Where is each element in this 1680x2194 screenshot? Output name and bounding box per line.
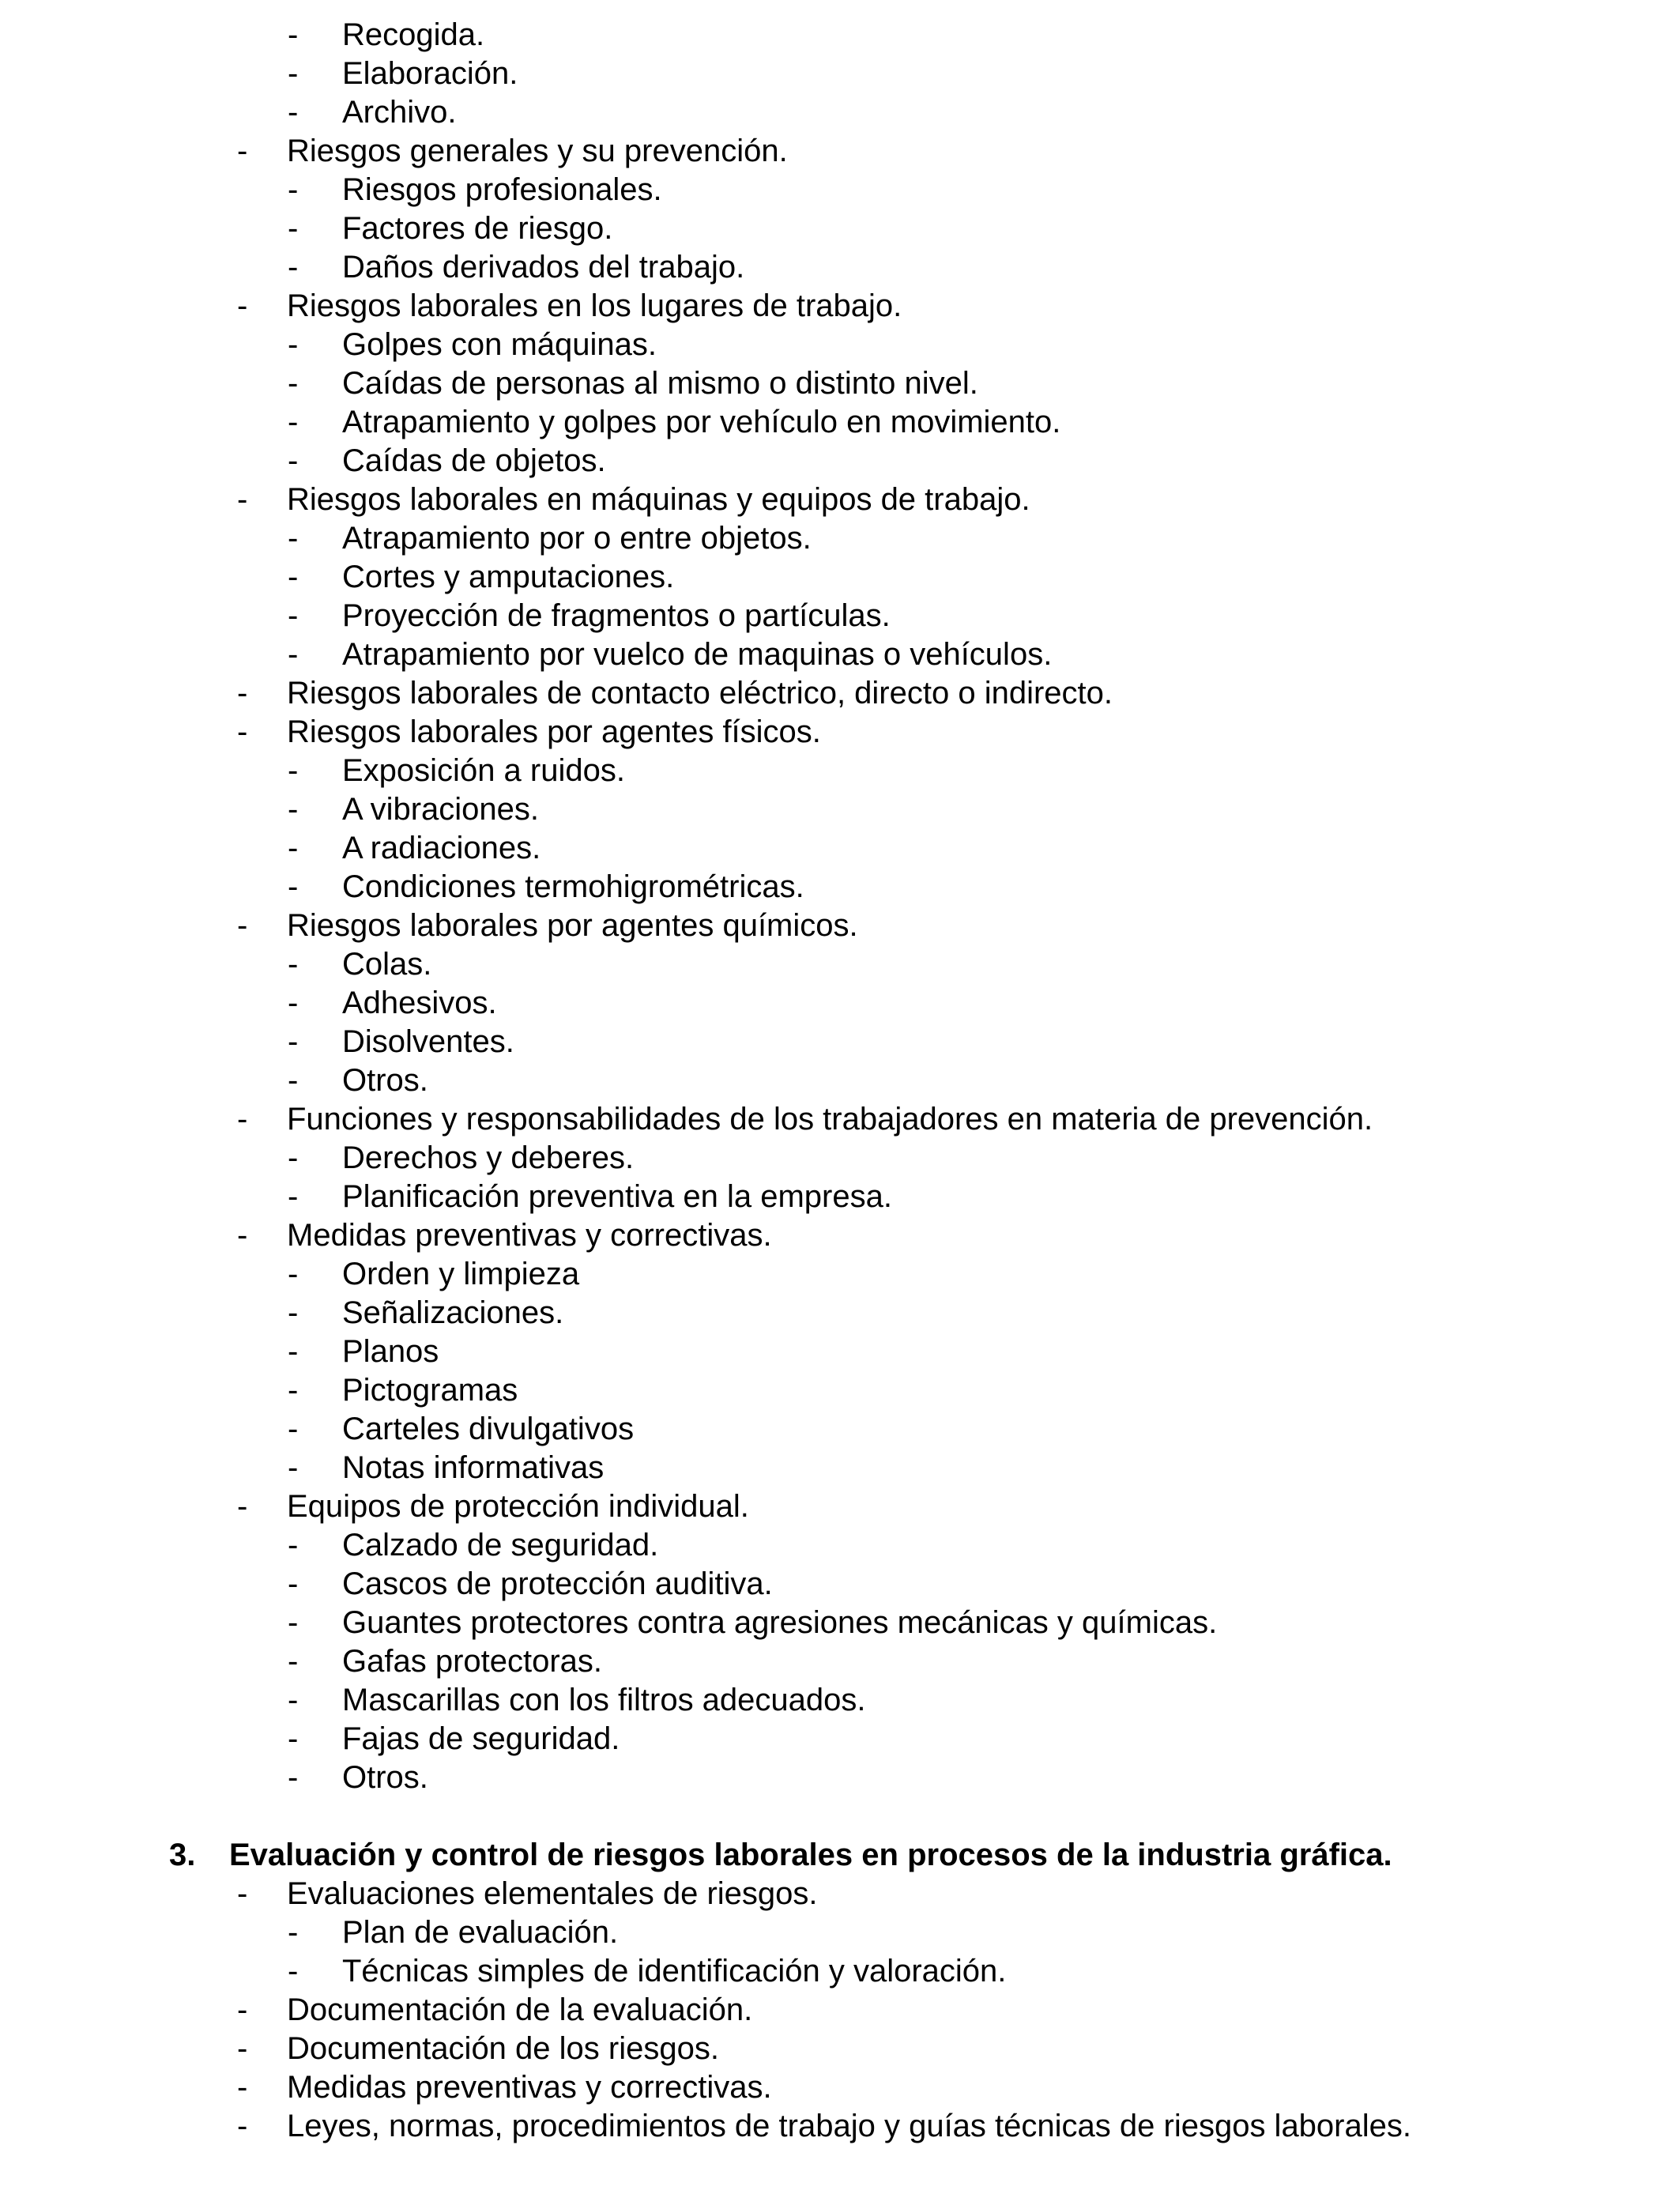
item-text: Carteles divulgativos bbox=[342, 1412, 635, 1446]
bullet-dash: - bbox=[288, 95, 299, 130]
sub-list-item bbox=[0, 1178, 1680, 1216]
item-text: Factores de riesgo. bbox=[342, 211, 613, 246]
sub-list-item bbox=[0, 1913, 1680, 1952]
sub-list-item bbox=[0, 752, 1680, 790]
sub-list-item bbox=[0, 1061, 1680, 1100]
item-text: Cortes y amputaciones. bbox=[342, 560, 675, 594]
bullet-dash: - bbox=[237, 134, 248, 168]
bullet-dash: - bbox=[237, 908, 248, 943]
item-text: Derechos y deberes. bbox=[342, 1140, 635, 1175]
bullet-dash: - bbox=[288, 172, 299, 207]
bullet-dash: - bbox=[288, 521, 299, 556]
sub-list-item bbox=[0, 171, 1680, 209]
bullet-dash: - bbox=[237, 482, 248, 517]
bullet-dash: - bbox=[237, 1218, 248, 1253]
item-text: Riesgos laborales en los lugares de trabajo. bbox=[287, 288, 902, 323]
bullet-dash: - bbox=[237, 2109, 248, 2143]
list-item bbox=[0, 2030, 1680, 2068]
sub-list-item bbox=[0, 868, 1680, 907]
list-item bbox=[0, 1487, 1680, 1526]
sub-list-item bbox=[0, 1294, 1680, 1333]
item-text: Adhesivos. bbox=[342, 986, 497, 1020]
item-text: Documentación de los riesgos. bbox=[287, 2031, 719, 2066]
bullet-dash: - bbox=[288, 1063, 299, 1098]
sub-list-item bbox=[0, 1333, 1680, 1371]
bullet-dash: - bbox=[288, 1954, 299, 1989]
bullet-dash: - bbox=[288, 1257, 299, 1291]
item-text: Riesgos laborales por agentes físicos. bbox=[287, 714, 821, 749]
item-text: Caídas de personas al mismo o distinto nivel. bbox=[342, 366, 978, 401]
item-text: Señalizaciones. bbox=[342, 1295, 564, 1330]
item-text: Riesgos laborales en máquinas y equipos de trabajo. bbox=[287, 482, 1030, 517]
sub-list-item bbox=[0, 403, 1680, 442]
item-text: Proyección de fragmentos o partículas. bbox=[342, 598, 891, 633]
item-text: Exposición a ruidos. bbox=[342, 753, 625, 788]
sub-list-item bbox=[0, 1410, 1680, 1449]
item-text: Fajas de seguridad. bbox=[342, 1721, 620, 1756]
item-text: Caídas de objetos. bbox=[342, 443, 606, 478]
item-text: Calzado de seguridad. bbox=[342, 1528, 659, 1563]
item-text: Funciones y responsabilidades de los trabajadores en materia de prevención. bbox=[287, 1102, 1373, 1137]
sub-list-item bbox=[0, 945, 1680, 984]
bullet-dash: - bbox=[288, 1915, 299, 1950]
section-heading bbox=[0, 1836, 1680, 1875]
bullet-dash: - bbox=[288, 1024, 299, 1059]
sub-list-item bbox=[0, 790, 1680, 829]
item-text: Otros. bbox=[342, 1063, 428, 1098]
item-text: Condiciones termohigrométricas. bbox=[342, 869, 804, 904]
bullet-dash: - bbox=[288, 1140, 299, 1175]
sub-list-item bbox=[0, 1565, 1680, 1604]
bullet-dash: - bbox=[288, 327, 299, 362]
item-text: Golpes con máquinas. bbox=[342, 327, 657, 362]
sub-list-item bbox=[0, 1681, 1680, 1720]
item-text: Cascos de protección auditiva. bbox=[342, 1566, 773, 1601]
bullet-dash: - bbox=[288, 1295, 299, 1330]
bullet-dash: - bbox=[288, 792, 299, 827]
bullet-dash: - bbox=[288, 598, 299, 633]
sub-list-item bbox=[0, 519, 1680, 558]
list-item bbox=[0, 287, 1680, 326]
item-text: Medidas preventivas y correctivas. bbox=[287, 1218, 772, 1253]
item-text: Riesgos laborales por agentes químicos. bbox=[287, 908, 858, 943]
item-text: A vibraciones. bbox=[342, 792, 540, 827]
sub-list-item bbox=[0, 364, 1680, 403]
bullet-dash: - bbox=[237, 1102, 248, 1137]
item-text: Leyes, normas, procedimientos de trabajo y guías técnicas de riesgos laborales. bbox=[287, 2109, 1411, 2143]
sub-list-item bbox=[0, 1952, 1680, 1991]
sub-list-item bbox=[0, 209, 1680, 248]
bullet-dash: - bbox=[288, 1760, 299, 1795]
list-item bbox=[0, 1216, 1680, 1255]
item-text: Orden y limpieza bbox=[342, 1257, 580, 1291]
bullet-dash: - bbox=[237, 2031, 248, 2066]
item-text: Disolventes. bbox=[342, 1024, 514, 1059]
sub-list-item bbox=[0, 1526, 1680, 1565]
bullet-dash: - bbox=[288, 1721, 299, 1756]
item-text: Documentación de la evaluación. bbox=[287, 1992, 753, 2027]
bullet-dash: - bbox=[288, 56, 299, 91]
bullet-dash: - bbox=[288, 1334, 299, 1369]
item-text: A radiaciones. bbox=[342, 831, 541, 865]
sub-list-item bbox=[0, 984, 1680, 1023]
section-number: 3. bbox=[169, 1838, 196, 1872]
bullet-dash: - bbox=[288, 405, 299, 439]
item-text: Elaboración. bbox=[342, 56, 518, 91]
sub-list-item bbox=[0, 1139, 1680, 1178]
item-text: Guantes protectores contra agresiones mecánicas y químicas. bbox=[342, 1605, 1218, 1640]
sub-list-item bbox=[0, 1720, 1680, 1759]
item-text: Plan de evaluación. bbox=[342, 1915, 619, 1950]
item-text: Riesgos laborales de contacto eléctrico, directo o indirecto. bbox=[287, 676, 1113, 711]
item-text: Medidas preventivas y correctivas. bbox=[287, 2070, 772, 2105]
bullet-dash: - bbox=[288, 250, 299, 285]
item-text: Notas informativas bbox=[342, 1450, 605, 1485]
bullet-dash: - bbox=[288, 366, 299, 401]
list-item bbox=[0, 1875, 1680, 1913]
bullet-dash: - bbox=[288, 1528, 299, 1563]
sub-list-item bbox=[0, 558, 1680, 597]
item-text: Riesgos profesionales. bbox=[342, 172, 662, 207]
item-text: Planos bbox=[342, 1334, 439, 1369]
sub-list-item bbox=[0, 829, 1680, 868]
bullet-dash: - bbox=[288, 753, 299, 788]
list-item bbox=[0, 907, 1680, 945]
list-item bbox=[0, 1100, 1680, 1139]
item-text: Riesgos generales y su prevención. bbox=[287, 134, 788, 168]
list-item bbox=[0, 481, 1680, 519]
list-item bbox=[0, 2068, 1680, 2107]
item-text: Equipos de protección individual. bbox=[287, 1489, 749, 1524]
bullet-dash: - bbox=[237, 676, 248, 711]
bullet-dash: - bbox=[288, 17, 299, 52]
item-text: Gafas protectoras. bbox=[342, 1644, 603, 1679]
sub-list-item bbox=[0, 326, 1680, 364]
bullet-dash: - bbox=[237, 1489, 248, 1524]
bullet-dash: - bbox=[237, 1992, 248, 2027]
list-item bbox=[0, 674, 1680, 713]
bullet-dash: - bbox=[237, 288, 248, 323]
bullet-dash: - bbox=[288, 986, 299, 1020]
item-text: Otros. bbox=[342, 1760, 428, 1795]
bullet-dash: - bbox=[288, 1566, 299, 1601]
sub-list-item bbox=[0, 1604, 1680, 1642]
item-text: Atrapamiento y golpes por vehículo en movimiento. bbox=[342, 405, 1061, 439]
bullet-dash: - bbox=[288, 947, 299, 982]
bullet-dash: - bbox=[288, 869, 299, 904]
bullet-dash: - bbox=[237, 1876, 248, 1911]
list-item bbox=[0, 1991, 1680, 2030]
sub-list-item bbox=[0, 1371, 1680, 1410]
sub-list-item bbox=[0, 597, 1680, 635]
item-text: Atrapamiento por vuelco de maquinas o vehículos. bbox=[342, 637, 1053, 672]
sub-list-item bbox=[0, 248, 1680, 287]
sub-list-item bbox=[0, 635, 1680, 674]
item-text: Archivo. bbox=[342, 95, 457, 130]
bullet-dash: - bbox=[288, 211, 299, 246]
bullet-dash: - bbox=[237, 2070, 248, 2105]
bullet-dash: - bbox=[288, 831, 299, 865]
sub-list-item bbox=[0, 55, 1680, 93]
bullet-dash: - bbox=[237, 714, 248, 749]
bullet-dash: - bbox=[288, 1450, 299, 1485]
item-text: Colas. bbox=[342, 947, 432, 982]
sub-list-item bbox=[0, 16, 1680, 55]
sub-list-item bbox=[0, 442, 1680, 481]
item-text: Pictogramas bbox=[342, 1373, 518, 1408]
bullet-dash: - bbox=[288, 560, 299, 594]
item-text: Técnicas simples de identificación y valoración. bbox=[342, 1954, 1007, 1989]
sub-list-item bbox=[0, 1449, 1680, 1487]
sub-list-item bbox=[0, 93, 1680, 132]
bullet-dash: - bbox=[288, 1644, 299, 1679]
sub-list-item bbox=[0, 1759, 1680, 1797]
list-item bbox=[0, 132, 1680, 171]
item-text: Planificación preventiva en la empresa. bbox=[342, 1179, 892, 1214]
bullet-dash: - bbox=[288, 1412, 299, 1446]
list-item bbox=[0, 713, 1680, 752]
sub-list-item bbox=[0, 1255, 1680, 1294]
item-text: Evaluación y control de riesgos laborales en procesos de la industria gráfica. bbox=[229, 1838, 1392, 1872]
item-text: Recogida. bbox=[342, 17, 485, 52]
item-text: Daños derivados del trabajo. bbox=[342, 250, 745, 285]
item-text: Atrapamiento por o entre objetos. bbox=[342, 521, 812, 556]
item-text: Evaluaciones elementales de riesgos. bbox=[287, 1876, 818, 1911]
item-text: Mascarillas con los filtros adecuados. bbox=[342, 1683, 866, 1717]
sub-list-item bbox=[0, 1642, 1680, 1681]
bullet-dash: - bbox=[288, 1683, 299, 1717]
bullet-dash: - bbox=[288, 1179, 299, 1214]
bullet-dash: - bbox=[288, 1605, 299, 1640]
bullet-dash: - bbox=[288, 443, 299, 478]
bullet-dash: - bbox=[288, 1373, 299, 1408]
sub-list-item bbox=[0, 1023, 1680, 1061]
bullet-dash: - bbox=[288, 637, 299, 672]
list-item bbox=[0, 2107, 1680, 2146]
